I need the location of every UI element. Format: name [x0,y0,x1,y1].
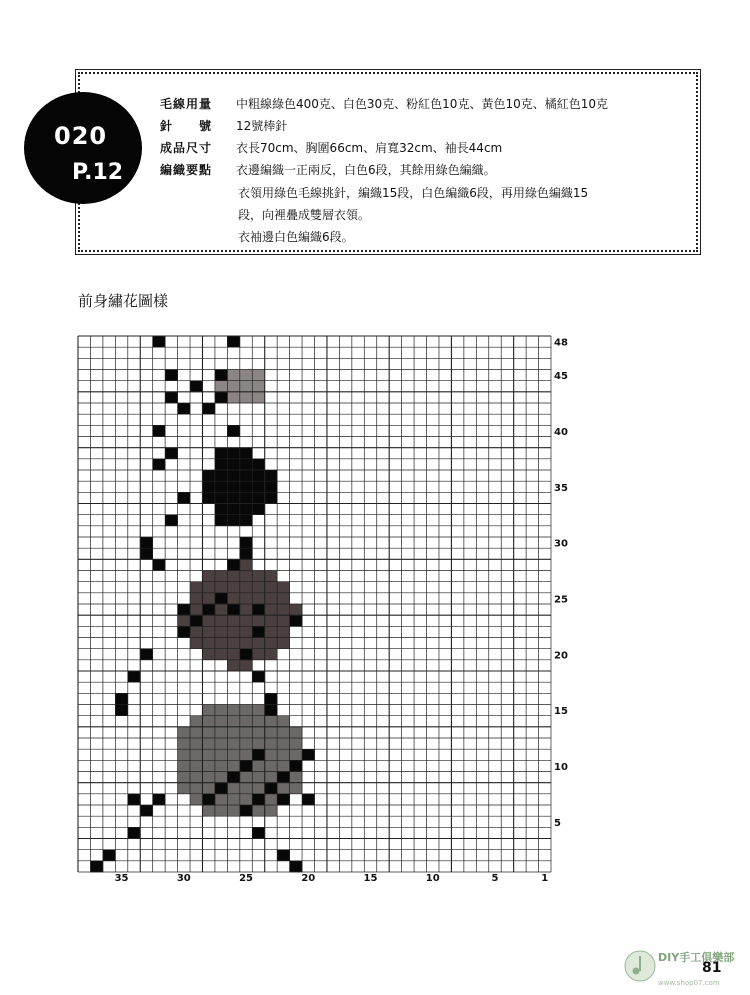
motif-cell [190,760,203,771]
motif-cell [240,705,253,716]
x-tick-label: 5 [491,873,499,884]
black-stitch-cell [227,459,240,470]
motif-cell [252,772,265,783]
motif-cell [265,727,278,738]
black-stitch-cell [202,492,215,503]
black-stitch-cell [227,604,240,615]
black-stitch-cell [190,615,203,626]
motif-cell [265,738,278,749]
motif-cell [202,593,215,604]
section-title: 前身繡花圖樣 [78,292,169,310]
motif-cell [252,481,265,492]
motif-cell [227,582,240,593]
motif-cell [215,794,228,805]
black-stitch-cell [290,861,303,872]
motif-cell [227,660,240,671]
motif-cell [265,638,278,649]
x-tick-label: 30 [176,873,191,884]
black-stitch-cell [165,392,178,403]
motif-cell [202,727,215,738]
motif-cell [240,772,253,783]
black-stitch-cell [165,448,178,459]
x-tick-label: 35 [114,873,129,884]
motif-cell [252,370,265,381]
motif-cell [252,727,265,738]
black-stitch-cell [215,783,228,794]
logo-url: www.shop07.com [658,979,720,987]
motif-cell [240,381,253,392]
black-stitch-cell [202,403,215,414]
motif-cell [290,749,303,760]
black-stitch-cell [140,805,153,816]
y-tick-label: 35 [554,482,568,494]
motif-cell [265,571,278,582]
motif-cell [252,381,265,392]
motif-cell [240,615,253,626]
black-stitch-cell [165,370,178,381]
motif-cell [240,638,253,649]
motif-cell [252,738,265,749]
y-tick-label: 30 [554,538,568,550]
motif-cell [252,470,265,481]
spec-value: 中粗線綠色400克、白色30克、粉紅色10克、黃色10克、橘紅色10克 [236,97,608,111]
motif-cell [227,448,240,459]
motif-cell [202,649,215,660]
motif-cell [178,783,191,794]
motif-cell [227,370,240,381]
black-stitch-cell [265,705,278,716]
motif-cell [190,593,203,604]
motif-cell [202,638,215,649]
motif-cell [240,392,253,403]
motif-cell [227,381,240,392]
motif-cell [240,492,253,503]
motif-cell [265,626,278,637]
x-tick-label: 20 [301,873,316,884]
motif-cell [227,470,240,481]
motif-cell [227,738,240,749]
motif-cell [265,470,278,481]
motif-cell [190,749,203,760]
motif-cell [252,615,265,626]
black-stitch-cell [140,548,153,559]
black-stitch-cell [290,615,303,626]
motif-cell [290,604,303,615]
motif-cell [277,727,290,738]
motif-cell [290,783,303,794]
motif-cell [215,615,228,626]
motif-cell [227,593,240,604]
black-stitch-cell [265,783,278,794]
spec-value: 12號棒針 [236,119,288,133]
motif-cell [240,448,253,459]
black-stitch-cell [153,459,166,470]
black-stitch-cell [165,515,178,526]
motif-cell [240,559,253,570]
spec-value: 衣邊編織一正兩反，白色6段，其餘用綠色編織。 [236,163,496,177]
motif-cell [215,604,228,615]
motif-cell [215,705,228,716]
black-stitch-cell [153,559,166,570]
black-stitch-cell [277,772,290,783]
motif-cell [277,626,290,637]
motif-cell [252,705,265,716]
black-stitch-cell [240,760,253,771]
motif-cell [240,749,253,760]
motif-cell [178,738,191,749]
motif-cell [202,705,215,716]
y-tick-label: 25 [554,594,568,606]
motif-cell [252,392,265,403]
spec-label: 編織要點 [160,163,213,177]
motif-cell [252,638,265,649]
motif-cell [252,649,265,660]
motif-cell [227,515,240,526]
black-stitch-cell [240,805,253,816]
motif-cell [190,738,203,749]
motif-cell [227,727,240,738]
motif-cell [190,772,203,783]
motif-cell [277,615,290,626]
black-stitch-cell [227,772,240,783]
motif-cell [215,381,228,392]
black-stitch-cell [252,827,265,838]
motif-cell [227,571,240,582]
motif-cell [227,649,240,660]
black-stitch-cell [178,626,191,637]
motif-cell [252,716,265,727]
black-stitch-cell [190,381,203,392]
motif-cell [215,571,228,582]
black-stitch-cell [90,861,103,872]
black-stitch-cell [302,794,315,805]
motif-cell [252,760,265,771]
motif-cell [202,571,215,582]
motif-cell [202,749,215,760]
pattern-number: 020 [54,122,108,150]
motif-cell [215,738,228,749]
motif-cell [215,492,228,503]
spec-note-line: 衣袖邊白色編織6段。 [238,230,354,244]
motif-cell [215,716,228,727]
motif-cell [265,604,278,615]
black-stitch-cell [240,537,253,548]
motif-cell [252,504,265,515]
motif-cell [240,593,253,604]
motif-cell [227,492,240,503]
black-stitch-cell [252,671,265,682]
motif-cell [252,571,265,582]
motif-cell [265,593,278,604]
motif-cell [178,749,191,760]
motif-cell [252,783,265,794]
black-stitch-cell [153,425,166,436]
black-stitch-cell [215,370,228,381]
motif-cell [240,660,253,671]
motif-cell [240,727,253,738]
motif-cell [277,749,290,760]
motif-cell [227,392,240,403]
motif-cell [178,615,191,626]
black-stitch-cell [153,794,166,805]
footer-logo [624,944,746,988]
black-stitch-cell [240,548,253,559]
motif-cell [240,571,253,582]
motif-cell [202,805,215,816]
logo-text: DIY手工俱樂部 [658,951,735,964]
motif-cell [202,738,215,749]
black-stitch-cell [178,492,191,503]
y-tick-label: 15 [554,706,568,718]
motif-cell [202,615,215,626]
motif-cell [252,492,265,503]
motif-cell [277,582,290,593]
motif-cell [227,638,240,649]
motif-cell [277,638,290,649]
black-stitch-cell [277,794,290,805]
motif-cell [265,649,278,660]
pattern-page-ref: P.12 [72,160,124,185]
motif-cell [190,626,203,637]
spec-label: 成品尺寸 [160,141,213,155]
black-stitch-cell [302,749,315,760]
motif-cell [227,783,240,794]
motif-cell [215,459,228,470]
motif-cell [227,760,240,771]
motif-cell [227,794,240,805]
black-stitch-cell [252,749,265,760]
motif-cell [252,593,265,604]
motif-cell [265,481,278,492]
black-stitch-cell [215,593,228,604]
motif-cell [202,716,215,727]
motif-cell [178,727,191,738]
x-tick-label: 10 [425,873,440,884]
black-stitch-cell [178,604,191,615]
motif-cell [277,593,290,604]
motif-cell [265,760,278,771]
motif-cell [240,626,253,637]
motif-cell [265,772,278,783]
motif-cell [277,604,290,615]
x-tick-label: 1 [541,873,549,884]
motif-cell [227,805,240,816]
black-stitch-cell [140,649,153,660]
black-stitch-cell [227,336,240,347]
motif-cell [240,738,253,749]
motif-cell [190,783,203,794]
motif-cell [178,772,191,783]
motif-cell [190,716,203,727]
motif-cell [190,604,203,615]
motif-cell [202,470,215,481]
motif-cell [240,459,253,470]
motif-cell [215,805,228,816]
y-tick-label: 5 [554,817,561,829]
page-number: 81 [702,960,722,976]
spec-label: 針 號 [160,119,213,133]
y-tick-label: 48 [554,337,568,349]
motif-cell [265,794,278,805]
motif-cell [240,370,253,381]
motif-cell [227,481,240,492]
black-stitch-cell [128,794,141,805]
motif-cell [240,794,253,805]
black-stitch-cell [115,705,128,716]
motif-cell [190,582,203,593]
motif-cell [240,604,253,615]
black-stitch-cell [265,693,278,704]
motif-cell [215,481,228,492]
motif-cell [202,582,215,593]
black-stitch-cell [115,693,128,704]
black-stitch-cell [153,336,166,347]
motif-cell [215,772,228,783]
motif-cell [240,470,253,481]
motif-cell [202,772,215,783]
motif-cell [190,727,203,738]
black-stitch-cell [128,671,141,682]
logo-note-icon [633,968,640,975]
black-stitch-cell [227,425,240,436]
x-tick-label: 25 [239,873,254,884]
black-stitch-cell [252,794,265,805]
motif-cell [215,727,228,738]
motif-cell [240,783,253,794]
motif-cell [227,626,240,637]
black-stitch-cell [215,448,228,459]
motif-cell [265,749,278,760]
spec-value: 衣長70cm、胸圍66cm、肩寬32cm、袖長44cm [236,141,503,155]
x-tick-label: 15 [363,873,378,884]
black-stitch-cell [277,850,290,861]
motif-cell [227,705,240,716]
motif-cell [240,716,253,727]
black-stitch-cell [178,403,191,414]
y-tick-label: 45 [554,371,568,383]
motif-cell [277,783,290,794]
motif-cell [252,805,265,816]
black-stitch-cell [240,649,253,660]
black-stitch-cell [202,794,215,805]
motif-cell [240,515,253,526]
motif-cell [215,626,228,637]
motif-cell [202,760,215,771]
motif-cell [202,783,215,794]
motif-cell [190,638,203,649]
black-stitch-cell [140,537,153,548]
motif-cell [227,615,240,626]
y-tick-label: 40 [554,426,568,438]
motif-cell [215,470,228,481]
motif-cell [252,459,265,470]
motif-cell [178,760,191,771]
motif-cell [227,504,240,515]
black-stitch-cell [215,515,228,526]
motif-cell [215,582,228,593]
motif-cell [265,805,278,816]
motif-cell [240,582,253,593]
y-tick-label: 10 [554,761,568,773]
black-stitch-cell [128,827,141,838]
spec-note-line: 段，向裡疊成雙層衣領。 [238,208,371,222]
motif-cell [252,582,265,593]
motif-cell [215,649,228,660]
spec-label: 毛線用量 [160,97,213,111]
motif-cell [265,716,278,727]
motif-cell [265,615,278,626]
motif-cell [215,504,228,515]
motif-cell [215,749,228,760]
black-stitch-cell [252,626,265,637]
black-stitch-cell [252,604,265,615]
motif-cell [290,738,303,749]
black-stitch-cell [215,392,228,403]
black-stitch-cell [290,760,303,771]
logo-note-stem [639,956,641,971]
motif-cell [265,582,278,593]
spec-note-line: 衣領用綠色毛線挑針，編織15段，白色編織6段，再用綠色編織15 [238,186,589,200]
black-stitch-cell [103,850,116,861]
motif-cell [265,492,278,503]
motif-cell [277,716,290,727]
motif-cell [227,716,240,727]
motif-cell [190,794,203,805]
black-stitch-cell [227,559,240,570]
motif-cell [202,481,215,492]
motif-cell [202,626,215,637]
motif-cell [290,772,303,783]
motif-cell [215,638,228,649]
motif-cell [215,760,228,771]
motif-cell [290,727,303,738]
motif-cell [240,481,253,492]
y-tick-label: 20 [554,650,568,662]
motif-cell [277,760,290,771]
motif-cell [227,749,240,760]
black-stitch-cell [202,604,215,615]
motif-cell [277,738,290,749]
motif-cell [240,504,253,515]
